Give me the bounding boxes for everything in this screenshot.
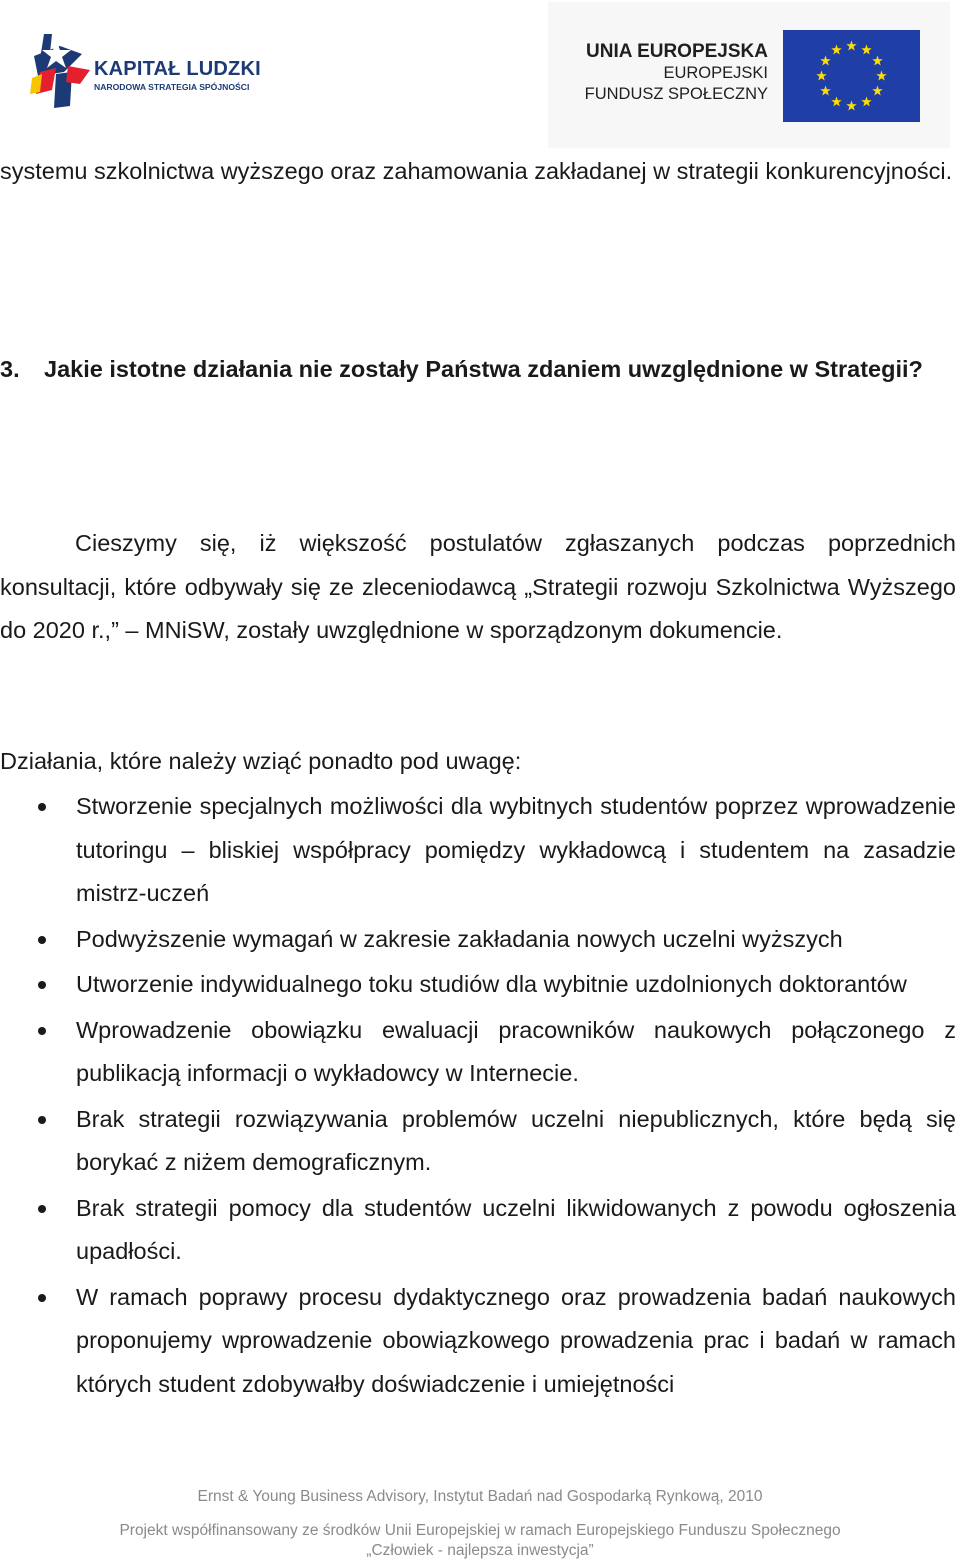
kapital-ludzki-logo xyxy=(30,32,260,112)
eu-line1: UNIA EUROPEJSKA xyxy=(586,41,768,62)
list-item xyxy=(0,963,956,1007)
list-item-text: Podwyższenie wymagań w zakresie zakładania nowych uczelni wyższych xyxy=(76,925,843,952)
kapital-ludzki-subtitle: NARODOWA STRATEGIA SPÓJNOŚCI xyxy=(94,82,250,92)
list-item-text: W ramach poprawy procesu dydaktycznego oraz prowadzenia badań naukowych proponujemy wprowadzenie obowiązkowego prowadzenia prac i badań w ramach których student zdobywałby doświadczenie i umiejętności xyxy=(76,1283,956,1397)
list-item xyxy=(0,1187,956,1274)
footer-authors: Ernst & Young Business Advisory, Instytut Badań nad Gospodarką Rynkową, 2010 xyxy=(197,1488,763,1505)
list-item-text: Brak strategii rozwiązywania problemów uczelni niepublicznych, które będą się borykać z niżem demograficznym. xyxy=(76,1105,956,1175)
footer-funding-line2: „Człowiek - najlepsza inwestycja” xyxy=(366,1542,594,1559)
footer-funding-line1: Projekt współfinansowany ze środków Unii Europejskiej w ramach Europejskiego Funduszu Społecznego xyxy=(119,1522,841,1539)
list-item-text: Utworzenie indywidualnego toku studiów dla wybitnie uzdolnionych doktorantów xyxy=(76,971,907,997)
eu-line2: EUROPEJSKI xyxy=(663,64,768,82)
bullet-icon xyxy=(38,1116,46,1124)
bullet-icon xyxy=(38,1294,46,1302)
list-intro: Działania, które należy wziąć ponadto pod uwagę: xyxy=(0,748,522,774)
question-number: 3. xyxy=(0,356,20,382)
question-heading xyxy=(0,348,956,392)
paragraph-continuation: systemu szkolnictwa wyższego oraz zahamowania zakładanej w strategii konkurencyjności. xyxy=(0,158,953,184)
bullet-icon xyxy=(38,803,46,811)
list-item xyxy=(0,1276,956,1407)
list-item xyxy=(0,785,956,916)
eu-line3: FUNDUSZ SPOŁECZNY xyxy=(584,85,768,103)
bullet-icon xyxy=(38,1205,46,1213)
question-text: Jakie istotne działania nie zostały Państwa zdaniem uwzględnione w Strategii? xyxy=(44,356,923,382)
eu-logo xyxy=(548,2,950,148)
eu-flag-icon xyxy=(783,30,920,122)
kapital-ludzki-star-icon xyxy=(30,32,92,110)
list-item xyxy=(0,1009,956,1096)
eu-logo-text xyxy=(578,40,768,105)
list-item-text: Stworzenie specjalnych możliwości dla wybitnych studentów poprzez wprowadzenie tutoringu – bliskiej współpracy pomiędzy wykładowcą i studentem na zasadzie mistrz-uczeń xyxy=(76,793,956,906)
bullet-icon xyxy=(38,1027,46,1035)
list-item xyxy=(0,918,956,962)
page-header xyxy=(0,0,960,150)
list-item-text: Brak strategii pomocy dla studentów uczelni likwidowanych z powodu ogłoszenia upadłości. xyxy=(76,1194,956,1264)
list-item xyxy=(0,1098,956,1185)
bullet-icon xyxy=(38,936,46,944)
list-item-text: Wprowadzenie obowiązku ewaluacji pracowników naukowych połączonego z publikacją informacji o wykładowcy w Internecie. xyxy=(76,1016,956,1086)
answer-paragraph: Cieszymy się, iż większość postulatów zgłaszanych podczas poprzednich konsultacji, które odbywały się ze zleceniodawcą „Strategii rozwoju Szkolnictwa Wyższego do 2020 r.,” – MNiSW, zostały uwzględnione w sporządzonym dokumencie. xyxy=(0,530,956,643)
kapital-ludzki-title: KAPITAŁ LUDZKI xyxy=(94,58,261,80)
bullet-icon xyxy=(38,981,46,989)
actions-list xyxy=(0,785,956,1408)
